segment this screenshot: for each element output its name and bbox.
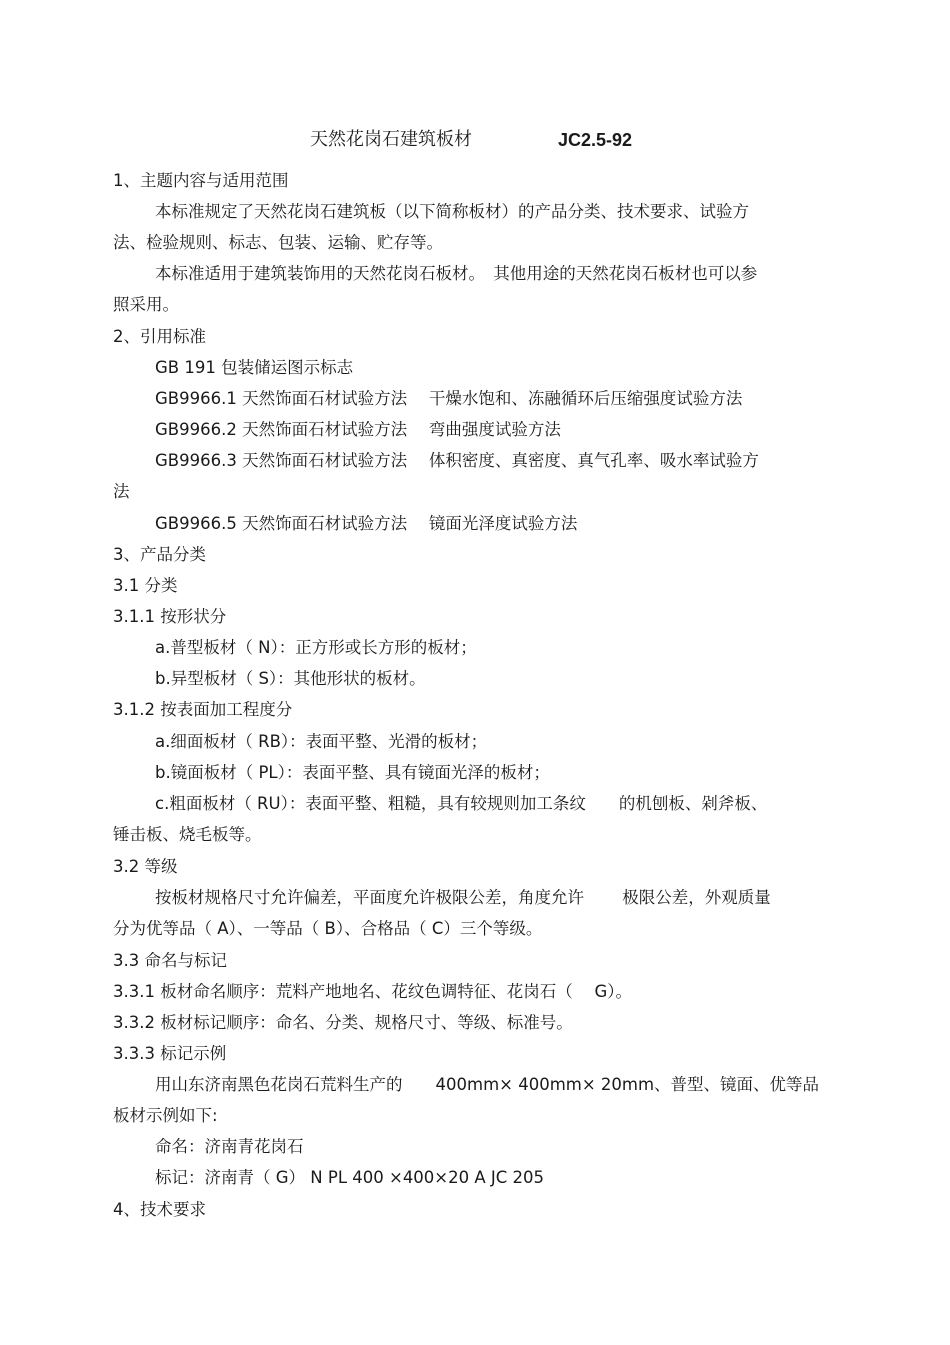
example-mark: 标记：济南青（ G） N PL 400 ×400×20 A JC 205	[155, 1168, 545, 1187]
paragraph-line: 按板材规格尺寸允许偏差，平面度允许极限公差，角度允许 极限公差，外观质量	[155, 888, 771, 907]
subsection-heading: 3.3.1 板材命名顺序：荒料产地地名、花纹色调特征、花岗石（ G）。	[113, 982, 633, 1001]
subsection-heading: 3.3.3 标记示例	[113, 1044, 227, 1063]
paragraph-line: 本标准适用于建筑装饰用的天然花岗石板材。 其他用途的天然花岗石板材也可以参	[155, 264, 758, 283]
paragraph-line: 本标准规定了天然花岗石建筑板（以下简称板材）的产品分类、技术要求、试验方	[155, 202, 749, 221]
list-item: c.粗面板材（ RU）：表面平整、粗糙，具有较规则加工条纹 的机刨板、剁斧板、	[155, 794, 768, 813]
list-item: a.细面板材（ RB）：表面平整、光滑的板材；	[155, 732, 488, 751]
paragraph-line: 分为优等品（ A）、一等品（ B）、合格品（ C）三个等级。	[113, 919, 543, 938]
reference-item: GB9966.3 天然饰面石材试验方法 体积密度、真密度、真气孔率、吸水率试验方	[155, 451, 759, 470]
subsection-heading: 3.3 命名与标记	[113, 951, 227, 970]
paragraph-line: 照采用。	[113, 295, 179, 314]
reference-item: GB9966.1 天然饰面石材试验方法 干燥水饱和、冻融循环后压缩强度试验方法	[155, 389, 743, 408]
reference-item: GB9966.2 天然饰面石材试验方法 弯曲强度试验方法	[155, 420, 561, 439]
section-heading: 1、主题内容与适用范围	[113, 171, 289, 190]
list-item: a.普型板材（ N）：正方形或长方形的板材；	[155, 638, 477, 657]
subsection-heading: 3.1 分类	[113, 576, 178, 595]
paragraph-line: 锤击板、烧毛板等。	[113, 825, 262, 844]
list-item: b.异型板材（ S）：其他形状的板材。	[155, 669, 426, 688]
example-name: 命名：济南青花岗石	[155, 1137, 304, 1156]
paragraph-line: 用山东济南黑色花岗石荒料生产的 400mm× 400mm× 20mm、普型、镜面、优等品	[155, 1075, 820, 1094]
reference-item: GB9966.5 天然饰面石材试验方法 镜面光泽度试验方法	[155, 514, 578, 533]
subsection-heading: 3.1.2 按表面加工程度分	[113, 700, 293, 719]
subsection-heading: 3.3.2 板材标记顺序：命名、分类、规格尺寸、等级、标准号。	[113, 1013, 573, 1032]
section-heading: 3、产品分类	[113, 545, 206, 564]
section-heading: 2、引用标准	[113, 327, 206, 346]
section-heading: 4、技术要求	[113, 1200, 206, 1219]
paragraph-line: 板材示例如下:	[113, 1106, 218, 1125]
list-item: b.镜面板材（ PL）：表面平整、具有镜面光泽的板材；	[155, 763, 550, 782]
paragraph-line: 法、检验规则、标志、包装、运输、贮存等。	[113, 233, 443, 252]
document-title: 天然花岗石建筑板材	[310, 129, 472, 150]
subsection-heading: 3.1.1 按形状分	[113, 607, 227, 626]
reference-item: GB 191 包装储运图示标志	[155, 358, 354, 377]
paragraph-line: 法	[113, 482, 130, 501]
standard-code: JC2.5-92	[558, 130, 633, 150]
subsection-heading: 3.2 等级	[113, 857, 178, 876]
